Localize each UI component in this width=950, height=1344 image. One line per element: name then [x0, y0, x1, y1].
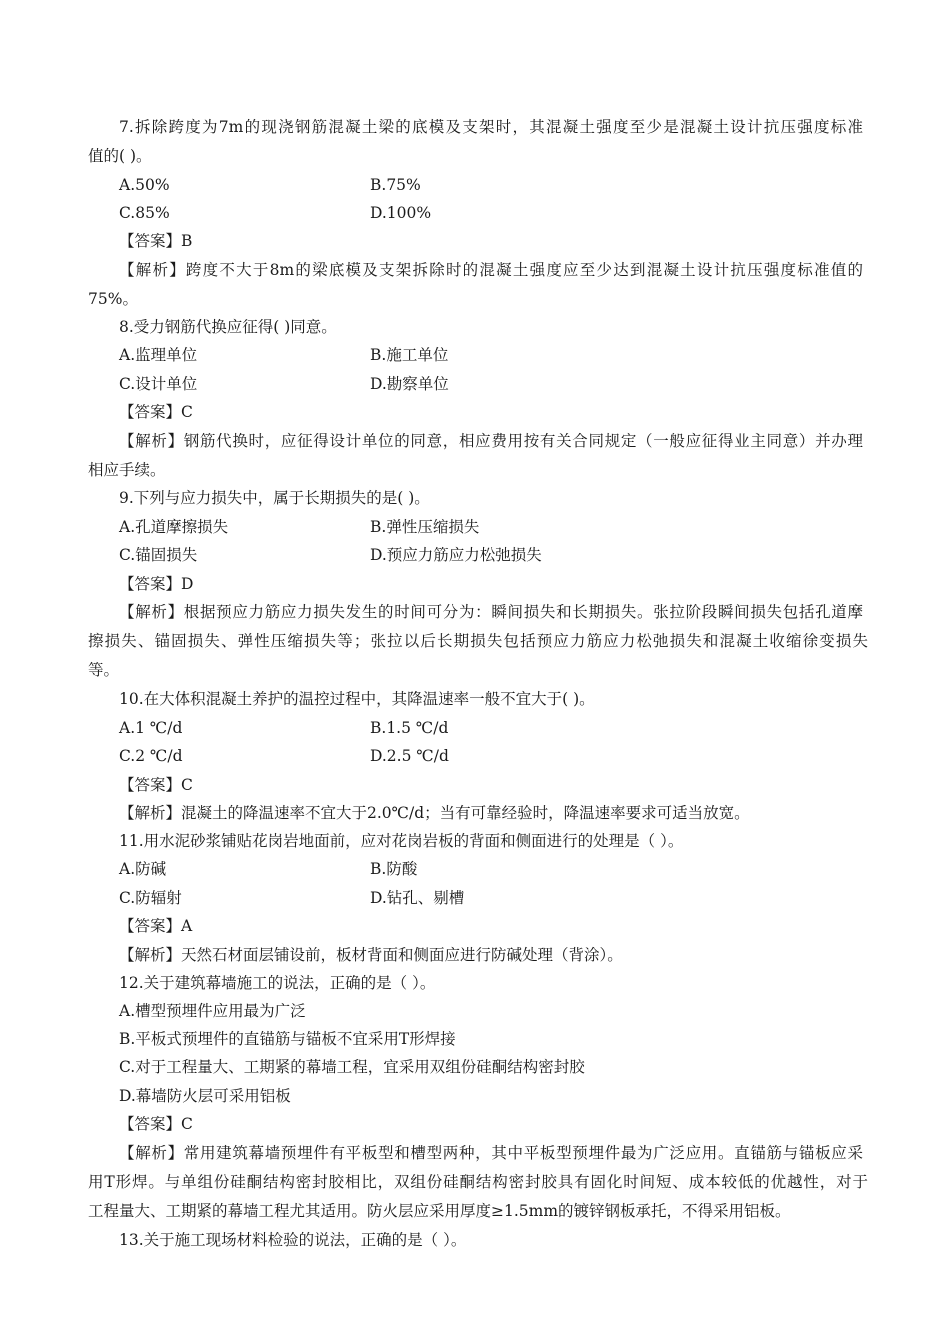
question-10-option-c: C.2 ℃/d	[119, 747, 183, 765]
question-11-stem: 11.用水泥砂浆铺贴花岗岩地面前，应对花岗岩板的背面和侧面进行的处理是（ ）。	[119, 832, 684, 850]
question-7-stem-cont: 值的( )。	[88, 147, 152, 165]
question-8-answer: 【答案】C	[119, 403, 193, 421]
question-12-analysis-cont: 用T形焊。与单组份硅酮结构密封胶相比，双组份硅酮结构密封胶具有固化时间短、成本较低的优越性，对于	[88, 1173, 868, 1191]
question-9-analysis-end: 等。	[88, 661, 120, 679]
question-9-stem: 9.下列与应力损失中，属于长期损失的是( )。	[119, 489, 430, 507]
question-11-analysis: 【解析】天然石材面层铺设前，板材背面和侧面应进行防碱处理（背涂）。	[119, 946, 623, 964]
question-7-option-d: D.100%	[370, 204, 432, 222]
question-8-analysis-cont: 相应手续。	[88, 461, 166, 479]
question-8-option-d: D.勘察单位	[370, 375, 449, 393]
question-12-option-a: A.槽型预埋件应用最为广泛	[119, 1002, 306, 1020]
question-10-analysis: 【解析】混凝土的降温速率不宜大于2.0℃/d；当有可靠经验时，降温速率要求可适当放宽。	[119, 804, 750, 822]
question-11-answer: 【答案】A	[119, 917, 193, 935]
question-12-stem: 12.关于建筑幕墙施工的说法，正确的是（ ）。	[119, 974, 436, 992]
question-7-answer: 【答案】B	[119, 232, 193, 250]
question-12-option-c: C.对于工程量大、工期紧的幕墙工程，宜采用双组份硅酮结构密封胶	[119, 1058, 585, 1076]
question-12-option-b: B.平板式预埋件的直锚筋与锚板不宜采用T形焊接	[119, 1030, 456, 1048]
question-8-stem: 8.受力钢筋代换应征得( )同意。	[119, 318, 337, 336]
question-9-answer: 【答案】D	[119, 575, 194, 593]
question-9-option-a: A.孔道摩擦损失	[119, 518, 229, 536]
question-10-answer: 【答案】C	[119, 776, 193, 794]
question-11-option-b: B.防酸	[370, 860, 418, 878]
question-13-stem: 13.关于施工现场材料检验的说法，正确的是（ ）。	[119, 1231, 467, 1249]
question-9-option-d: D.预应力筋应力松弛损失	[370, 546, 542, 564]
question-9-analysis: 【解析】根据预应力筋应力损失发生的时间可分为：瞬间损失和长期损失。张拉阶段瞬间损失包括孔道摩	[119, 603, 863, 621]
question-7-analysis: 【解析】跨度不大于8m的梁底模及支架拆除时的混凝土强度应至少达到混凝土设计抗压强度标准值的	[119, 261, 863, 279]
question-9-option-c: C.锚固损失	[119, 546, 198, 564]
question-12-analysis: 【解析】常用建筑幕墙预埋件有平板型和槽型两种，其中平板型预埋件最为广泛应用。直锚筋与锚板应采	[119, 1144, 863, 1162]
question-9-option-b: B.弹性压缩损失	[370, 518, 480, 536]
question-8-option-b: B.施工单位	[370, 346, 449, 364]
question-8-analysis: 【解析】钢筋代换时，应征得设计单位的同意，相应费用按有关合同规定（一般应征得业主同意）并办理	[119, 432, 863, 450]
question-12-answer: 【答案】C	[119, 1115, 193, 1133]
question-10-option-a: A.1 ℃/d	[119, 719, 183, 737]
question-11-option-c: C.防辐射	[119, 889, 182, 907]
question-7-option-a: A.50%	[119, 176, 170, 194]
question-7-stem: 7.拆除跨度为7m的现浇钢筋混凝土梁的底模及支架时，其混凝土强度至少是混凝土设计抗压强度标准	[119, 118, 863, 136]
question-7-analysis-cont: 75%。	[88, 290, 138, 308]
question-12-option-d: D.幕墙防火层可采用铝板	[119, 1087, 291, 1105]
question-7-option-c: C.85%	[119, 204, 170, 222]
question-11-option-a: A.防碱	[119, 860, 167, 878]
question-12-analysis-end: 工程量大、工期紧的幕墙工程尤其适用。防火层应采用厚度≥1.5mm的镀锌钢板承托，不得采用铝板。	[88, 1202, 791, 1220]
question-10-stem: 10.在大体积混凝土养护的温控过程中，其降温速率一般不宜大于( )。	[119, 690, 595, 708]
question-8-option-a: A.监理单位	[119, 346, 198, 364]
question-10-option-b: B.1.5 ℃/d	[370, 719, 449, 737]
question-11-option-d: D.钻孔、剔槽	[370, 889, 465, 907]
question-8-option-c: C.设计单位	[119, 375, 198, 393]
question-10-option-d: D.2.5 ℃/d	[370, 747, 449, 765]
question-9-analysis-cont: 擦损失、锚固损失、弹性压缩损失等；张拉以后长期损失包括预应力筋应力松弛损失和混凝土收缩徐变损失	[88, 632, 868, 650]
question-7-option-b: B.75%	[370, 176, 421, 194]
